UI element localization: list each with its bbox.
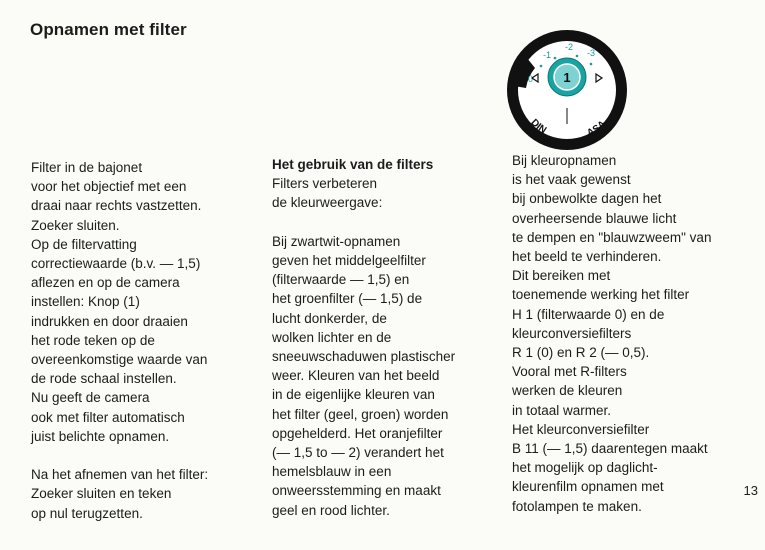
text-line: in totaal warmer.	[512, 402, 612, 418]
scale-dot	[540, 65, 543, 68]
section-heading: Het gebruik van de filters	[272, 157, 434, 172]
text-line: draai naar rechts vastzetten.	[31, 198, 202, 214]
text-line: wolken lichter en de	[272, 329, 392, 345]
text-line: Filter in de bajonet	[31, 160, 143, 175]
scale-dot	[576, 55, 579, 58]
text-line: onweersstemming en maakt	[272, 483, 441, 499]
text-line: geel en rood lichter.	[272, 502, 390, 518]
paragraph-gap	[272, 213, 455, 232]
text-line: de kleurweergave:	[272, 195, 383, 211]
text-line: bij onbewolkte dagen het	[512, 191, 662, 207]
page-title: Opnamen met filter	[30, 20, 187, 39]
text-line: op nul terugzetten.	[31, 505, 143, 521]
text-line: Nu geeft de camera	[31, 390, 150, 406]
text-line: hemelsblauw in een	[272, 464, 392, 480]
text-line: werken de kleuren	[512, 383, 623, 399]
scale-dot	[554, 57, 557, 60]
text-line: kleurenfilm opnamen met	[512, 479, 664, 495]
text-line: de rode schaal instellen.	[31, 371, 177, 387]
asa-label: ASA	[585, 118, 609, 140]
text-line: aflezen en op de camera	[31, 275, 180, 291]
text-line: overeenkomstige waarde van	[31, 352, 208, 368]
scale-tick-0: 0	[528, 74, 534, 84]
text-line: geven het middelgeelfilter	[272, 253, 426, 268]
text-line: Op de filtervatting	[31, 236, 137, 252]
text-line: voor het objectief met een	[31, 179, 187, 195]
text-line: lucht donkerder, de	[272, 310, 387, 326]
text-line: R 1 (0) en R 2 (— 0,5).	[512, 345, 650, 361]
text-line: Bij zwartwit-opnamen	[272, 233, 401, 249]
text-line: opgehelderd. Het oranjefilter	[272, 425, 443, 441]
text-line: instellen: Knop (1)	[31, 294, 140, 310]
text-line: kleurconversiefilters	[512, 325, 632, 341]
scale-tick-3: -3	[587, 48, 596, 58]
text-line: Bij kleuropnamen	[512, 153, 617, 168]
text-line: weer. Kleuren van het beeld	[272, 368, 440, 384]
text-line: indrukken en door draaien	[31, 313, 188, 329]
scale-tick-2: -2	[565, 42, 574, 52]
text-line: Zoeker sluiten en teken	[31, 486, 172, 502]
text-line: fotolampen te maken.	[512, 498, 642, 514]
text-line: is het vaak gewenst	[512, 172, 631, 188]
text-line: het filter (geel, groen) worden	[272, 406, 449, 422]
din-label: DIN	[528, 117, 549, 137]
text-line: correctiewaarde (b.v. — 1,5)	[31, 256, 201, 272]
column-instructions	[31, 158, 208, 523]
text-line: juist belichte opnamen.	[31, 428, 170, 444]
text-line: het mogelijk op daglicht-	[512, 460, 658, 476]
text-line: overheersende blauwe licht	[512, 210, 677, 226]
paragraph-gap	[31, 446, 208, 465]
text-line: het beeld te verhinderen.	[512, 249, 662, 265]
column-color-film	[512, 151, 711, 516]
text-line: in de eigenlijke kleuren van	[272, 387, 435, 403]
text-line: Vooral met R-filters	[512, 364, 627, 380]
text-line: het groenfilter (— 1,5) de	[272, 291, 423, 307]
text-line: ook met filter automatisch	[31, 409, 185, 425]
filter-dial-illustration	[505, 28, 630, 153]
text-line: toenemende werking het filter	[512, 287, 690, 303]
column-filter-usage	[272, 155, 455, 520]
text-line: sneeuwschaduwen plastischer	[272, 349, 456, 365]
text-line: Het kleurconversiefilter	[512, 421, 650, 437]
text-line: te dempen en "blauwzweem" van	[512, 229, 712, 245]
text-line: Na het afnemen van het filter:	[31, 467, 209, 483]
text-line: (filterwaarde — 1,5) en	[272, 272, 410, 288]
dial-svg	[505, 28, 630, 153]
text-line: B 11 (— 1,5) daarentegen maakt	[512, 441, 708, 457]
text-line: Dit bereiken met	[512, 268, 611, 284]
text-line: Filters verbeteren	[272, 176, 378, 192]
text-line: (— 1,5 to — 2) verandert het	[272, 445, 444, 461]
scale-dot	[590, 63, 593, 66]
text-line: het rode teken op de	[31, 332, 155, 348]
scale-tick-1: -1	[543, 50, 552, 60]
text-line: Zoeker sluiten.	[31, 217, 120, 233]
text-line: H 1 (filterwaarde 0) en de	[512, 306, 665, 322]
page-number: 13	[743, 483, 758, 498]
dial-button-label: 1	[563, 70, 571, 85]
